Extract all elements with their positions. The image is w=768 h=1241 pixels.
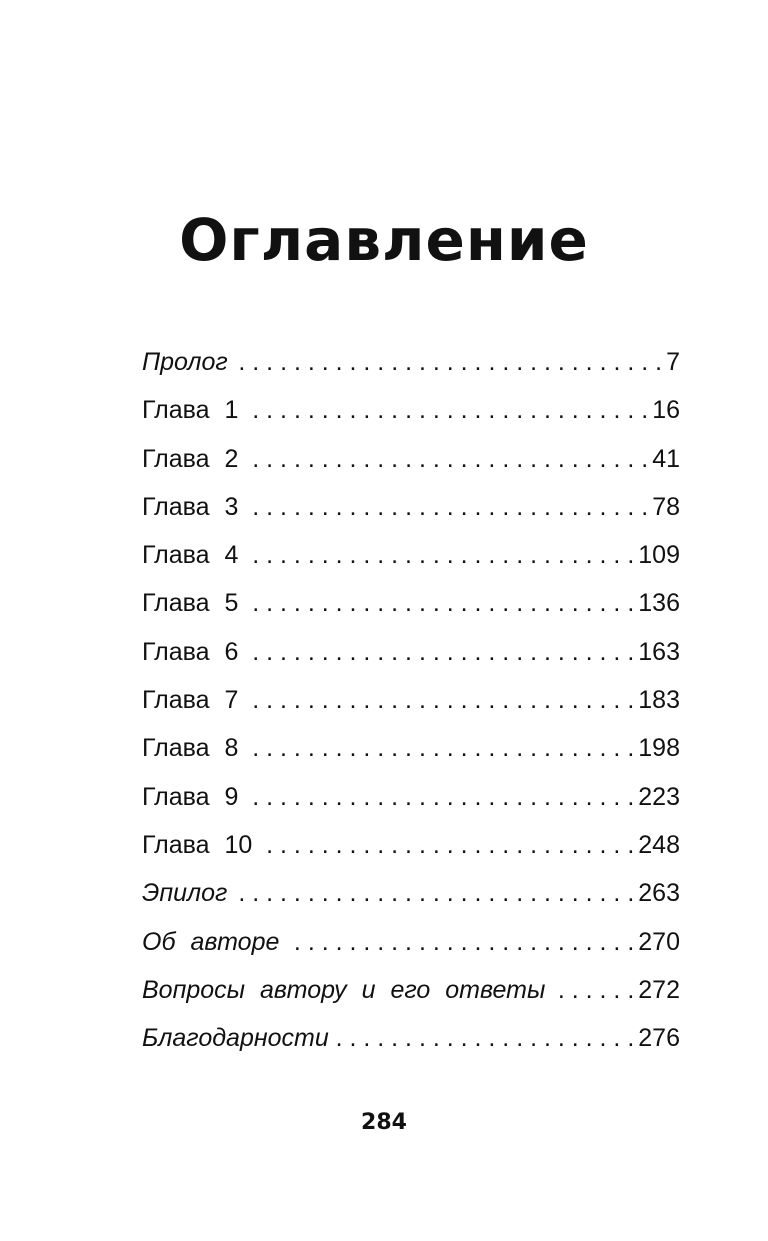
dot-leader: [258, 821, 638, 869]
dot-leader: [233, 869, 638, 917]
toc-entry: [142, 338, 680, 386]
toc-entry-label: Глава 1: [142, 396, 239, 425]
toc-entry-label: Благодарности: [142, 1024, 329, 1053]
toc-entry-label: Вопросы автору и его ответы: [142, 975, 546, 1004]
dot-leader: [244, 531, 638, 579]
toc-entry: [142, 821, 680, 869]
toc-entry-page: 78: [652, 492, 680, 521]
toc-entry-page: 248: [638, 830, 680, 859]
toc-entry-label: Глава 9: [142, 782, 239, 811]
dot-leader: [335, 1014, 639, 1062]
toc-entry-label: Глава 10: [142, 830, 253, 859]
dot-leader: [244, 386, 652, 434]
toc-entry-page: 223: [638, 782, 680, 811]
dot-leader: [244, 628, 638, 676]
table-of-contents: [142, 338, 680, 1062]
dot-leader: [244, 435, 652, 483]
page-title: Оглавление: [179, 206, 589, 274]
toc-entry-label: Глава 4: [142, 541, 239, 570]
toc-entry-page: 183: [638, 686, 680, 715]
dot-leader: [244, 579, 638, 627]
dot-leader: [551, 966, 638, 1014]
toc-entry: [142, 966, 680, 1014]
toc-entry: [142, 676, 680, 724]
toc-entry: [142, 483, 680, 531]
dot-leader: [244, 724, 638, 772]
toc-entry: [142, 579, 680, 627]
toc-entry-label: Глава 5: [142, 589, 239, 618]
toc-entry: [142, 724, 680, 772]
dot-leader: [244, 773, 638, 821]
toc-entry-label: Глава 8: [142, 734, 239, 763]
toc-entry-label: Глава 6: [142, 637, 239, 666]
page-number: 284: [361, 1110, 407, 1135]
toc-entry-label: Пролог: [142, 348, 228, 376]
toc-entry-page: 198: [638, 734, 680, 763]
toc-entry-page: 163: [638, 637, 680, 666]
toc-entry-page: 272: [638, 975, 680, 1004]
toc-entry: [142, 773, 680, 821]
toc-entry-page: 263: [638, 879, 680, 908]
toc-entry: [142, 435, 680, 483]
toc-entry: [142, 1014, 680, 1062]
toc-entry-label: Глава 3: [142, 492, 239, 521]
toc-entry-label: Эпилог: [142, 879, 228, 908]
dot-leader: [244, 676, 638, 724]
toc-entry-page: 270: [638, 927, 680, 956]
toc-entry-label: Глава 7: [142, 686, 239, 715]
toc-entry: [142, 531, 680, 579]
toc-entry: [142, 918, 680, 966]
dot-leader: [285, 918, 638, 966]
dot-leader: [234, 338, 666, 386]
toc-entry-page: 7: [666, 348, 680, 376]
toc-entry-page: 276: [638, 1024, 680, 1053]
toc-entry-page: 41: [652, 444, 680, 473]
toc-entry-label: Об авторе: [142, 927, 280, 956]
toc-entry: [142, 386, 680, 434]
dot-leader: [244, 483, 652, 531]
toc-entry-page: 16: [652, 396, 680, 425]
toc-entry-page: 136: [638, 589, 680, 618]
toc-entry: [142, 628, 680, 676]
toc-entry-page: 109: [638, 541, 680, 570]
toc-entry-label: Глава 2: [142, 444, 239, 473]
toc-entry: [142, 869, 680, 917]
